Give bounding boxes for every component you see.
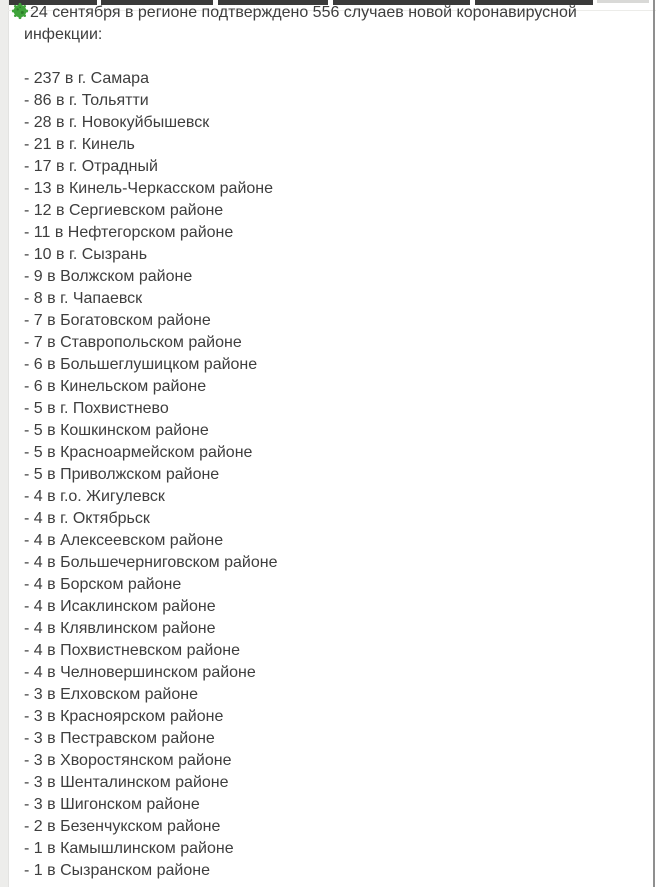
report-headline	[24, 2, 602, 46]
report-body	[24, 2, 602, 882]
case-list-item: - 8 в г. Чапаевск	[24, 290, 143, 307]
case-list-item: - 1 в Камышлинском районе	[24, 840, 234, 857]
case-list	[24, 68, 602, 882]
case-list-item: - 86 в г. Тольятти	[24, 92, 149, 109]
case-list-item: - 9 в Волжском районе	[24, 268, 193, 285]
case-list-item: - 12 в Сергиевском районе	[24, 202, 224, 219]
case-list-item: - 17 в г. Отрадный	[24, 158, 158, 175]
case-list-item: - 2 в Безенчукском районе	[24, 818, 221, 835]
case-list-item: - 3 в Хворостянском районе	[24, 752, 232, 769]
case-list-item: - 6 в Большеглушицком районе	[24, 356, 258, 373]
left-gutter	[0, 0, 9, 887]
cropped-content-fragment	[597, 0, 649, 3]
case-list-item: - 4 в Похвистневском районе	[24, 642, 240, 659]
case-list-item: - 3 в Красноярском районе	[24, 708, 224, 725]
case-list-item: - 3 в Пестравском районе	[24, 730, 215, 747]
case-list-item: - 4 в г.о. Жигулевск	[24, 488, 165, 505]
case-list-item: - 13 в Кинель-Черкасском районе	[24, 180, 274, 197]
headline-text: 24 сентября в регионе подтверждено 556 случаев новой коронавирусной инфекции:	[24, 4, 577, 43]
case-list-item: - 5 в Приволжском районе	[24, 466, 220, 483]
case-list-item: - 4 в Большечерниговском районе	[24, 554, 278, 571]
case-list-item: - 237 в г. Самара	[24, 70, 149, 87]
case-list-item: - 28 в г. Новокуйбышевск	[24, 114, 210, 131]
case-list-item: - 4 в Исаклинском районе	[24, 598, 216, 615]
case-list-item: - 11 в Нефтегорском районе	[24, 224, 234, 241]
case-list-item: - 21 в г. Кинель	[24, 136, 135, 153]
case-list-item: - 5 в г. Похвистнево	[24, 400, 169, 417]
case-list-item: - 5 в Красноармейском районе	[24, 444, 253, 461]
case-list-item: - 4 в Алексеевском районе	[24, 532, 224, 549]
case-list-item: - 5 в Кошкинском районе	[24, 422, 209, 439]
case-list-item: - 3 в Шигонском районе	[24, 796, 200, 813]
scrollbar[interactable]	[653, 0, 655, 887]
case-list-item: - 1 в Сызранском районе	[24, 862, 210, 879]
case-list-item: - 4 в Челновершинском районе	[24, 664, 256, 681]
case-list-item: - 4 в г. Октябрьск	[24, 510, 150, 527]
case-list-item: - 3 в Елховском районе	[24, 686, 198, 703]
microbe-icon	[11, 2, 29, 20]
case-list-item: - 6 в Кинельском районе	[24, 378, 207, 395]
case-list-item: - 3 в Шенталинском районе	[24, 774, 229, 791]
case-list-item: - 10 в г. Сызрань	[24, 246, 148, 263]
case-list-item: - 4 в Борском районе	[24, 576, 182, 593]
case-list-item: - 7 в Ставропольском районе	[24, 334, 242, 351]
case-list-item: - 4 в Клявлинском районе	[24, 620, 216, 637]
case-list-item: - 7 в Богатовском районе	[24, 312, 211, 329]
